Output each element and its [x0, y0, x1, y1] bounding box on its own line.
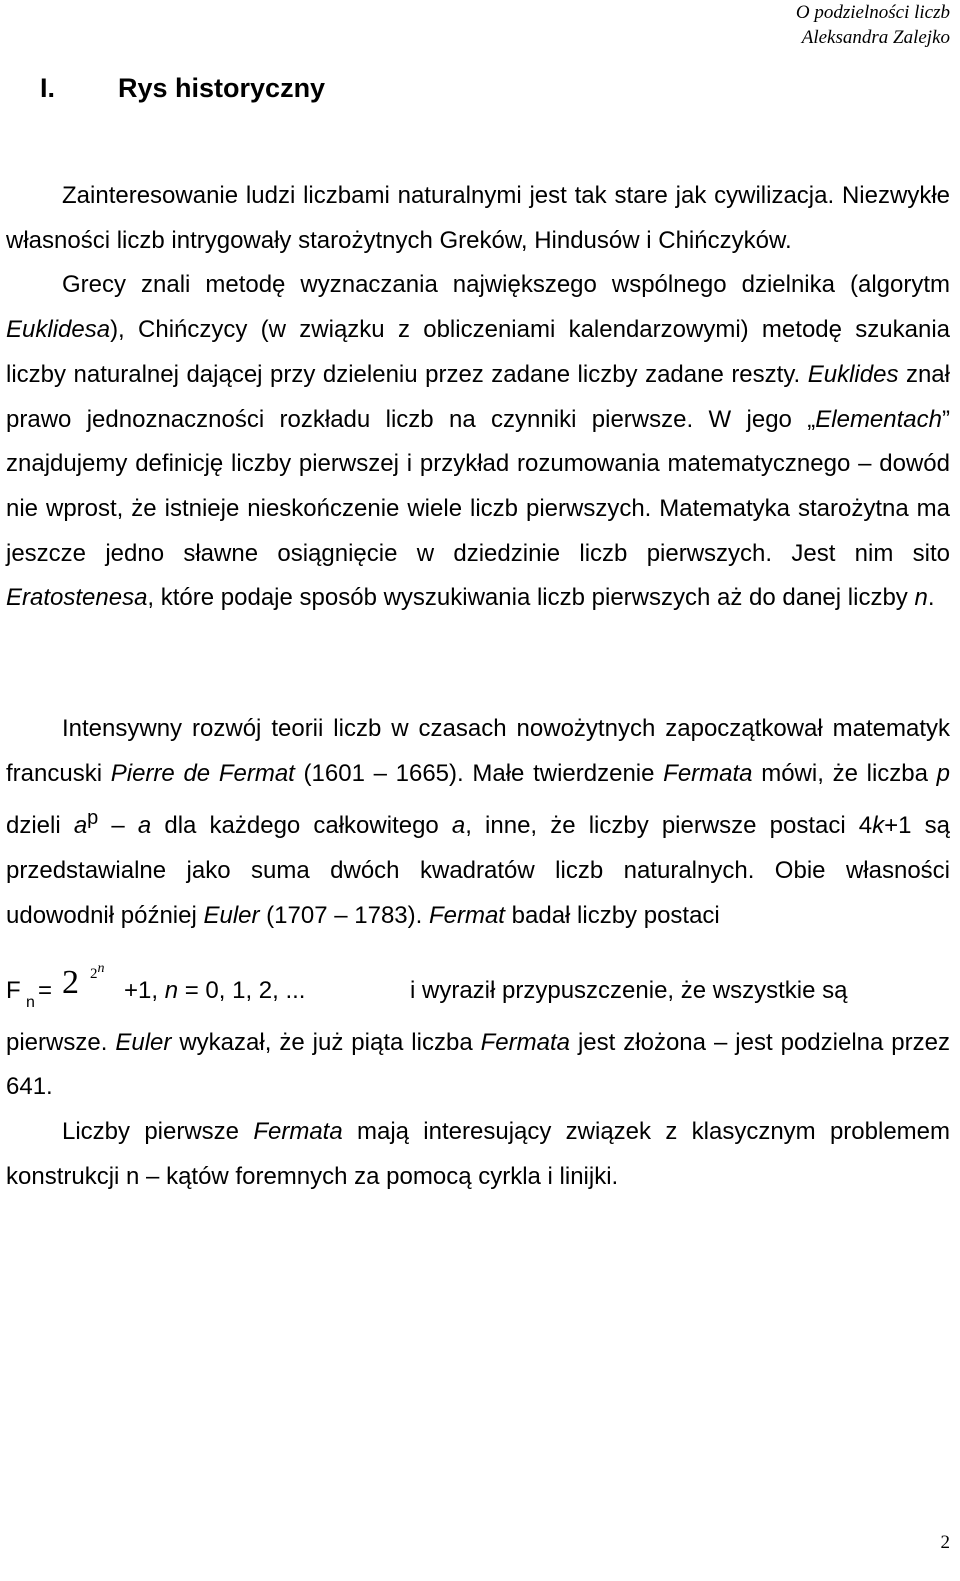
text-run: , które podaje sposób wyszukiwania liczb pierwszych aż do danej liczby [147, 584, 915, 612]
italic-term: Euklidesa [6, 316, 111, 344]
formula-exponent [90, 947, 105, 997]
paragraph-3 [6, 707, 950, 939]
page-header [796, 0, 950, 50]
formula-F: F [6, 976, 21, 1004]
text-run: Liczby pierwsze [62, 1117, 254, 1145]
italic-term: a [451, 812, 466, 840]
text-run: +1, [124, 976, 165, 1004]
italic-term: Elementach [815, 405, 942, 433]
text-run: dzieli [6, 812, 74, 840]
text-run: jest złożona – jest podzielna przez 641. [6, 1028, 950, 1101]
italic-term: Fermata [663, 759, 753, 787]
paragraph-1: Zainteresowanie ludzi liczbami naturalnymi jest tak stare jak cywilizacja. Niezwykłe własności liczb intrygowały starożytnych Greków, Hindusów i Chińczyków. [6, 182, 950, 254]
italic-term: n [914, 584, 928, 612]
text-run: badał liczby postaci [504, 901, 720, 929]
section-title: Rys historyczny [118, 73, 326, 103]
paragraph-2 [6, 263, 950, 621]
text-run: Grecy znali metodę wyznaczania największego wspólnego dzielnika (algorytm [62, 271, 950, 299]
italic-term: Fermat [428, 901, 505, 929]
text-run: mówi, że liczba [752, 759, 937, 787]
text-run: ” znajdujemy definicję liczby pierwszej i przykład rozumowania matematycznego – dowód nie wprost, że istnieje nieskończenie wiele liczb pierwszych. Matematyka starożytna ma jeszcze jedno sławne osiągnięcie w dziedzinie liczb pierwszych. Jest nim sito [6, 405, 950, 567]
italic-term: Euklides [807, 360, 899, 388]
italic-term: p [936, 759, 951, 787]
formula-base: 2 [62, 963, 79, 1001]
italic-term: n [164, 976, 179, 1004]
text-run: (1707 – 1783). [259, 901, 429, 929]
formula-rest [124, 969, 305, 1014]
paragraph-4 [6, 1021, 950, 1110]
italic-term: Euler [203, 901, 260, 929]
text-run: . [927, 584, 935, 612]
italic-term: a [73, 812, 88, 840]
paragraph-5 [6, 1110, 950, 1199]
text-run: mają interesujący związek z klasycznym problemem konstrukcji n – kątów foremnych za pomocą cyrkla i linijki. [6, 1117, 950, 1190]
text-run: pierwsze. [6, 1028, 116, 1056]
italic-term: a [137, 812, 152, 840]
text-run: +1 są przedstawialne jako suma dwóch kwadratów liczb naturalnych. Obie własności udowodnił później [6, 812, 950, 929]
paragraph-gap [6, 621, 950, 707]
text-run: Intensywny rozwój teorii liczb w czasach nowożytnych zapoczątkował matematyk francuski [6, 715, 950, 787]
formula-tail: i wyraził przypuszczenie, że wszystkie są [410, 976, 848, 1004]
superscript: p [87, 807, 99, 830]
italic-term: Fermata [253, 1117, 343, 1145]
text-run: znał prawo jednoznaczności rozkładu liczb na czynniki pierwsze. W jego „ [6, 360, 950, 433]
document-body [6, 174, 950, 1199]
section-number: I. [40, 73, 56, 103]
exp-base: 2 [90, 965, 98, 982]
section-heading [40, 70, 325, 106]
italic-term: k [872, 812, 885, 840]
italic-term: Pierre de Fermat [110, 759, 295, 787]
text-run: wykazał, że już piąta liczba [171, 1028, 481, 1056]
exp-n: n [97, 960, 105, 976]
text-run: (1601 – 1665). Małe twierdzenie [294, 759, 664, 787]
header-author: Aleksandra Zalejko [801, 27, 950, 48]
italic-term: Euler [115, 1028, 172, 1056]
page-number: 2 [940, 1532, 950, 1553]
text-run: – [98, 812, 138, 840]
formula-subscript: n [26, 993, 35, 1011]
italic-term: Eratostenesa [6, 584, 148, 612]
header-title: O podzielności liczb [795, 2, 950, 23]
text-run: dla każdego całkowitego [151, 812, 452, 840]
italic-term: Fermata [480, 1028, 570, 1056]
text-run: ), Chińczycy (w związku z obliczeniami kalendarzowymi) metodę szukania liczby naturalnej dającej przy dzieleniu przez zadane liczby zadane reszty. [6, 316, 950, 388]
text-run: , inne, że liczby pierwsze postaci 4 [465, 812, 873, 840]
text-run: = 0, 1, 2, ... [178, 976, 306, 1004]
formula-equals: = [38, 976, 53, 1004]
fermat-formula-line [6, 961, 950, 1021]
